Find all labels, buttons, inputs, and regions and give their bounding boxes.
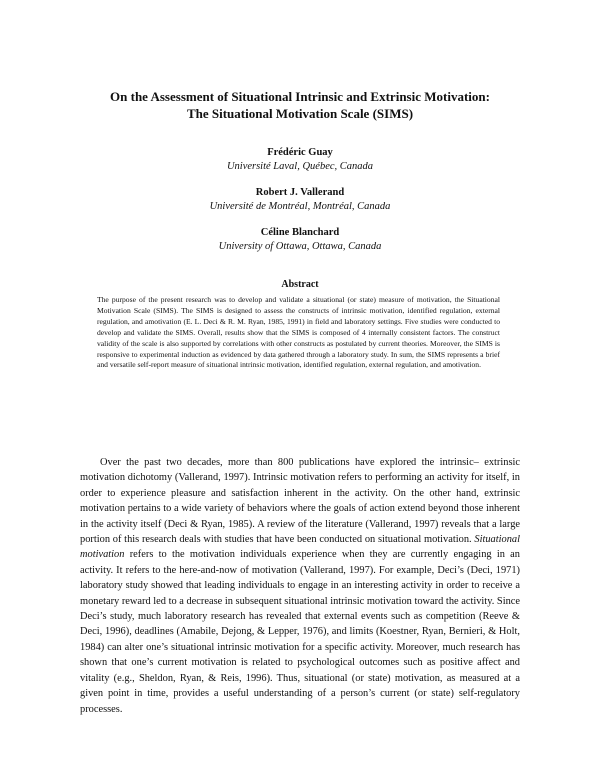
author-name: Frédéric Guay [267,147,333,158]
title-line-2: The Situational Motivation Scale (SIMS) [186,106,414,121]
italic-term: Situational motivation [80,534,520,561]
author-affiliation: Université Laval, Québec, Canada [226,161,374,172]
author-affiliation: Université de Montréal, Montréal, Canada [209,201,391,212]
author-affiliation: University of Ottawa, Ottawa, Canada [218,241,382,252]
author-name: Céline Blanchard [260,227,340,238]
body-text-part-2: refers to the motivation individuals experience when they are currently engaging in an activity. It refers to the here-and-now of motivation (Vallerand, 1997). For example, Deci’s (Deci, 1971) laboratory study showed that leading individuals to engage in an interesting activity in order to receive a monetary reward led to a decrease in subsequent situational intrinsic motivation toward the activity. Since Deci’s study, much laboratory research has revealed that external events such as competition (Reeve & Deci, 1996), deadlines (Amabile, Dejong, & Lepper, 1976), and limits (Koestner, Ryan, Bernieri, & Holt, 1984) can alter one’s situational intrinsic motivation for a specific activity. Moreover, much research has shown that one’s current motivation is related to psychological outcomes such as positive affect and vitality (e.g., Sheldon, Ryan, & Reis, 1996). Thus, situational (or state) motivation, as measured at a given point in time, provides a useful understanding of a person’s current (or state) self-regulatory processes. [80,549,520,715]
body-text [80,455,520,717]
body-paragraph [80,455,520,717]
title-line-1: On the Assessment of Situational Intrinsic and Extrinsic Motivation: [110,89,490,104]
abstract-heading: Abstract [281,279,319,290]
abstract-text: The purpose of the present research was to develop and validate a situational (or state) measure of motivation, the Situational Motivation Scale (SIMS). The SIMS is designed to assess the constructs of intrinsic motivation, identified regulation, external regulation, and amotivation (E. L. Deci & R. M. Ryan, 1985, 1991) in field and laboratory settings. Five studies were conducted to develop and validate the SIMS. Overall, results show that the SIMS is composed of 4 internally consistent factors. The construct validity of the scale is also supported by correlations with other constructs as postulated by current theories. Moreover, the SIMS is responsive to experimental induction as evidenced by data gathered through a laboratory study. In sum, the SIMS represents a brief and versatile self-report measure of situational intrinsic motivation, identified regulation, external regulation, and amotivation. [97,295,500,370]
author-name: Robert J. Vallerand [255,187,345,198]
body-text-part-1: Over the past two decades, more than 800 publications have explored the intrinsic– extrinsic motivation dichotomy (Vallerand, 1997). Intrinsic motivation refers to performing an activity for itself, in order to experience pleasure and satisfaction inherent in the activity. On the other hand, extrinsic motivation pertains to a wide variety of behaviors where the goals of action extend beyond those inherent in the activity itself (Deci & Ryan, 1985). A review of the literature (Vallerand, 1997) reveals that a large portion of this research deals with studies that have been conducted on situational motivation. [80,457,520,546]
